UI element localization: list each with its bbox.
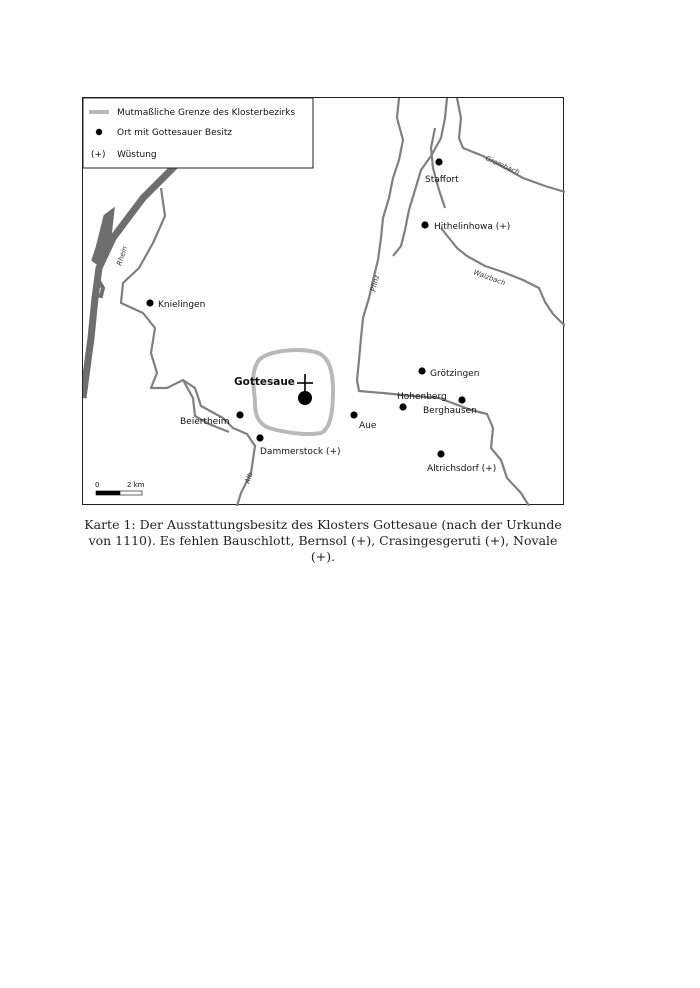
knielingen-dot: [146, 299, 153, 306]
scale-bar-solid: [96, 491, 120, 495]
staffort-label: Staffort: [425, 175, 459, 185]
legend-wustung-label: Wüstung: [117, 150, 157, 160]
knielingen-label: Knielingen: [158, 300, 206, 310]
legend-place-label: Ort mit Gottesauer Besitz: [117, 128, 233, 138]
hithelinhowa-dot: [421, 221, 428, 228]
aue-dot: [350, 411, 357, 418]
altrichsdorf-dot: [437, 450, 444, 457]
map-caption: Karte 1: Der Ausstattungsbesitz des Klosters Gottesaue (nach der Urkunde von 1110). Es fehlen Bauschlott, Bernsol (+), Crasingesgeruti (+), Novale (+).: [84, 517, 562, 564]
alb-label: Alb: [243, 471, 255, 485]
map-canvas: [83, 98, 565, 506]
scale-bar-open: [120, 491, 142, 495]
rhein-label: Rhein: [115, 245, 130, 267]
aue-label: Aue: [359, 421, 377, 431]
pfinz-river: [357, 98, 529, 506]
monastery-boundary: [253, 350, 333, 434]
dammerstock-dot: [256, 434, 263, 441]
beiertheim-label: Beiertheim: [180, 417, 230, 427]
river-knielingen: [121, 188, 255, 506]
pfinz-label: Pfinz: [369, 274, 382, 293]
gottesaue-dot: [298, 391, 312, 405]
altrichsdorf-label: Altrichsdorf (+): [427, 464, 497, 474]
grotzingen-label: Grötzingen: [430, 369, 480, 379]
staffort-dot: [435, 158, 442, 165]
legend-wustung-symbol: (+): [91, 150, 106, 160]
hohenberg-dot: [399, 403, 406, 410]
scale-distance: 2 km: [127, 481, 145, 489]
grombach-label: Grombach: [484, 154, 521, 177]
walzbach-river: [441, 228, 565, 326]
rhine-river: [83, 166, 175, 398]
hithelinhowa-label: Hithelinhowa (+): [434, 222, 511, 232]
walzbach-label: Walzbach: [472, 268, 507, 288]
berghausen-label: Berghausen: [423, 406, 477, 416]
dammerstock-label: Dammerstock (+): [260, 447, 341, 457]
grotzingen-dot: [418, 367, 425, 374]
berghausen-dot: [458, 396, 465, 403]
grombach-river: [457, 98, 565, 192]
scale-zero: 0: [95, 481, 100, 489]
gottesaue-label: Gottesaue: [234, 376, 295, 388]
legend-boundary-label: Mutmaßliche Grenze des Klosterbezirks: [117, 108, 296, 118]
beiertheim-dot: [236, 411, 243, 418]
legend-place-symbol: [96, 129, 102, 135]
hohenberg-label: Hohenberg: [397, 392, 447, 402]
pfinz-branch: [431, 128, 445, 208]
rhine-arm: [93, 210, 113, 266]
map-frame: [82, 97, 564, 505]
